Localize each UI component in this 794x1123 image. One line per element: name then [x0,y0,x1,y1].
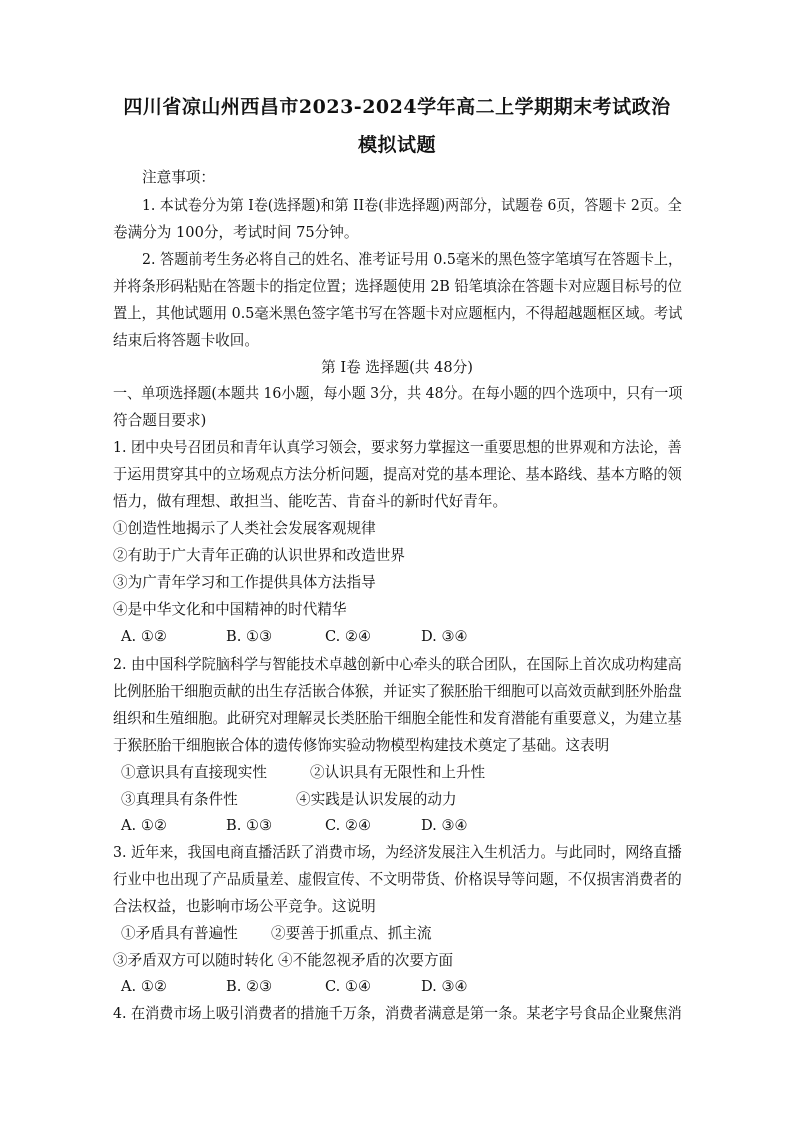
notice-item1-line1: 1. 本试卷分为第 I卷(选择题)和第 II卷(非选择题)两部分，试题卷 6页，答题卡 2页。全 [142,197,682,214]
q2-stem-line1: 2. 由中国科学院脑科学与智能技术卓越创新中心牵头的联合团队，在国际上首次成功构建高 [113,656,682,673]
q2-option-d: D. ③④ [421,817,468,834]
q3-option-a: A. ①② [121,978,167,995]
q2-stem-line2: 比例胚胎干细胞贡献的出生存活嵌合体猴，并证实了猴胚胎干细胞可以高效贡献到胚外胎盘 [113,683,682,700]
q2-item2: ②认识具有无限性和上升性 [310,764,486,781]
q3-stem-line3: 合法权益，也影响市场公平竞争。这说明 [113,898,376,915]
notice-item2-line2: 并将条形码粘贴在答题卡的指定位置；选择题使用 2B 铅笔填涂在答题卡对应题目标号的位 [113,278,682,295]
q3-item4: ④不能忽视矛盾的次要方面 [278,952,454,969]
q2-option-a: A. ①② [121,817,167,834]
section-title: 第 I卷 选择题(共 48分) [321,359,473,376]
q1-stem-line1: 1. 团中央号召团员和青年认真学习领会，要求努力掌握这一重要思想的世界观和方法论，善 [113,439,682,456]
notice-item1-line2: 卷满分为 100分，考试时间 75分钟。 [113,224,359,241]
q2-stem-line4: 于猴胚胎干细胞嵌合体的遗传修饰实验动物模型构建技术奠定了基础。这表明 [113,737,610,754]
document-title-line2: 模拟试题 [357,134,436,156]
q3-item1: ①矛盾具有普遍性 [121,925,238,942]
q2-option-b: B. ①③ [226,817,273,834]
q2-option-c: C. ②④ [325,817,372,834]
q1-option-d: D. ③④ [421,628,468,645]
document-title-line1: 四川省凉山州西昌市2023-2024学年高二上学期期末考试政治 [123,96,671,118]
q1-option-b: B. ①③ [226,628,273,645]
section-instruction-line2: 符合题目要求) [113,412,207,429]
q2-stem-line3: 组织和生殖细胞。此研究对理解灵长类胚胎干细胞全能性和发育潜能有重要意义，为建立基 [113,710,682,727]
q3-item2: ②要善于抓重点、抓主流 [271,925,432,942]
notice-item2-line1: 2. 答题前考生务必将自己的姓名、准考证号用 0.5毫米的黑色签字笔填写在答题卡上， [142,251,683,268]
notice-item2-line4: 结束后将答题卡收回。 [113,332,259,349]
q1-option-c: C. ②④ [325,628,372,645]
q3-option-d: D. ③④ [421,978,468,995]
q2-item1: ①意识具有直接现实性 [121,764,267,781]
q2-item4: ④实践是认识发展的动力 [296,791,457,808]
q1-stem-line2: 于运用贯穿其中的立场观点方法分析问题，提高对党的基本理论、基本路线、基本方略的领 [113,466,682,483]
q4-stem-line1: 4. 在消费市场上吸引消费者的措施千万条，消费者满意是第一条。某老字号食品企业聚焦消 [113,1005,682,1022]
q1-option-a: A. ①② [121,628,167,645]
section-instruction-line1: 一、单项选择题(本题共 16小题，每小题 3分，共 48分。在每小题的四个选项中，只有一项 [113,385,683,402]
q3-option-b: B. ②③ [226,978,273,995]
q3-stem-line1: 3. 近年来，我国电商直播活跃了消费市场，为经济发展注入生机活力。与此同时，网络直播 [113,844,682,861]
q1-stem-line3: 悟力，做有理想、敢担当、能吃苦、肯奋斗的新时代好青年。 [113,493,508,510]
notice-item2-line3: 置上，其他试题用 0.5毫米黑色签字笔书写在答题卡对应题框内，不得超越题框区域。考试 [113,305,683,322]
q2-item3: ③真理具有条件性 [121,791,238,808]
q3-option-c: C. ①④ [325,978,372,995]
q1-item4: ④是中华文化和中国精神的时代精华 [113,601,347,618]
notice-heading: 注意事项： [142,169,215,186]
q1-item2: ②有助于广大青年正确的认识世界和改造世界 [113,547,405,564]
q3-item3: ③矛盾双方可以随时转化 [113,952,274,969]
q3-stem-line2: 行业中也出现了产品质量差、虚假宣传、不文明带货、价格误导等问题，不仅损害消费者的 [113,871,682,888]
q1-item1: ①创造性地揭示了人类社会发展客观规律 [113,520,376,537]
q1-item3: ③为广青年学习和工作提供具体方法指导 [113,574,376,591]
